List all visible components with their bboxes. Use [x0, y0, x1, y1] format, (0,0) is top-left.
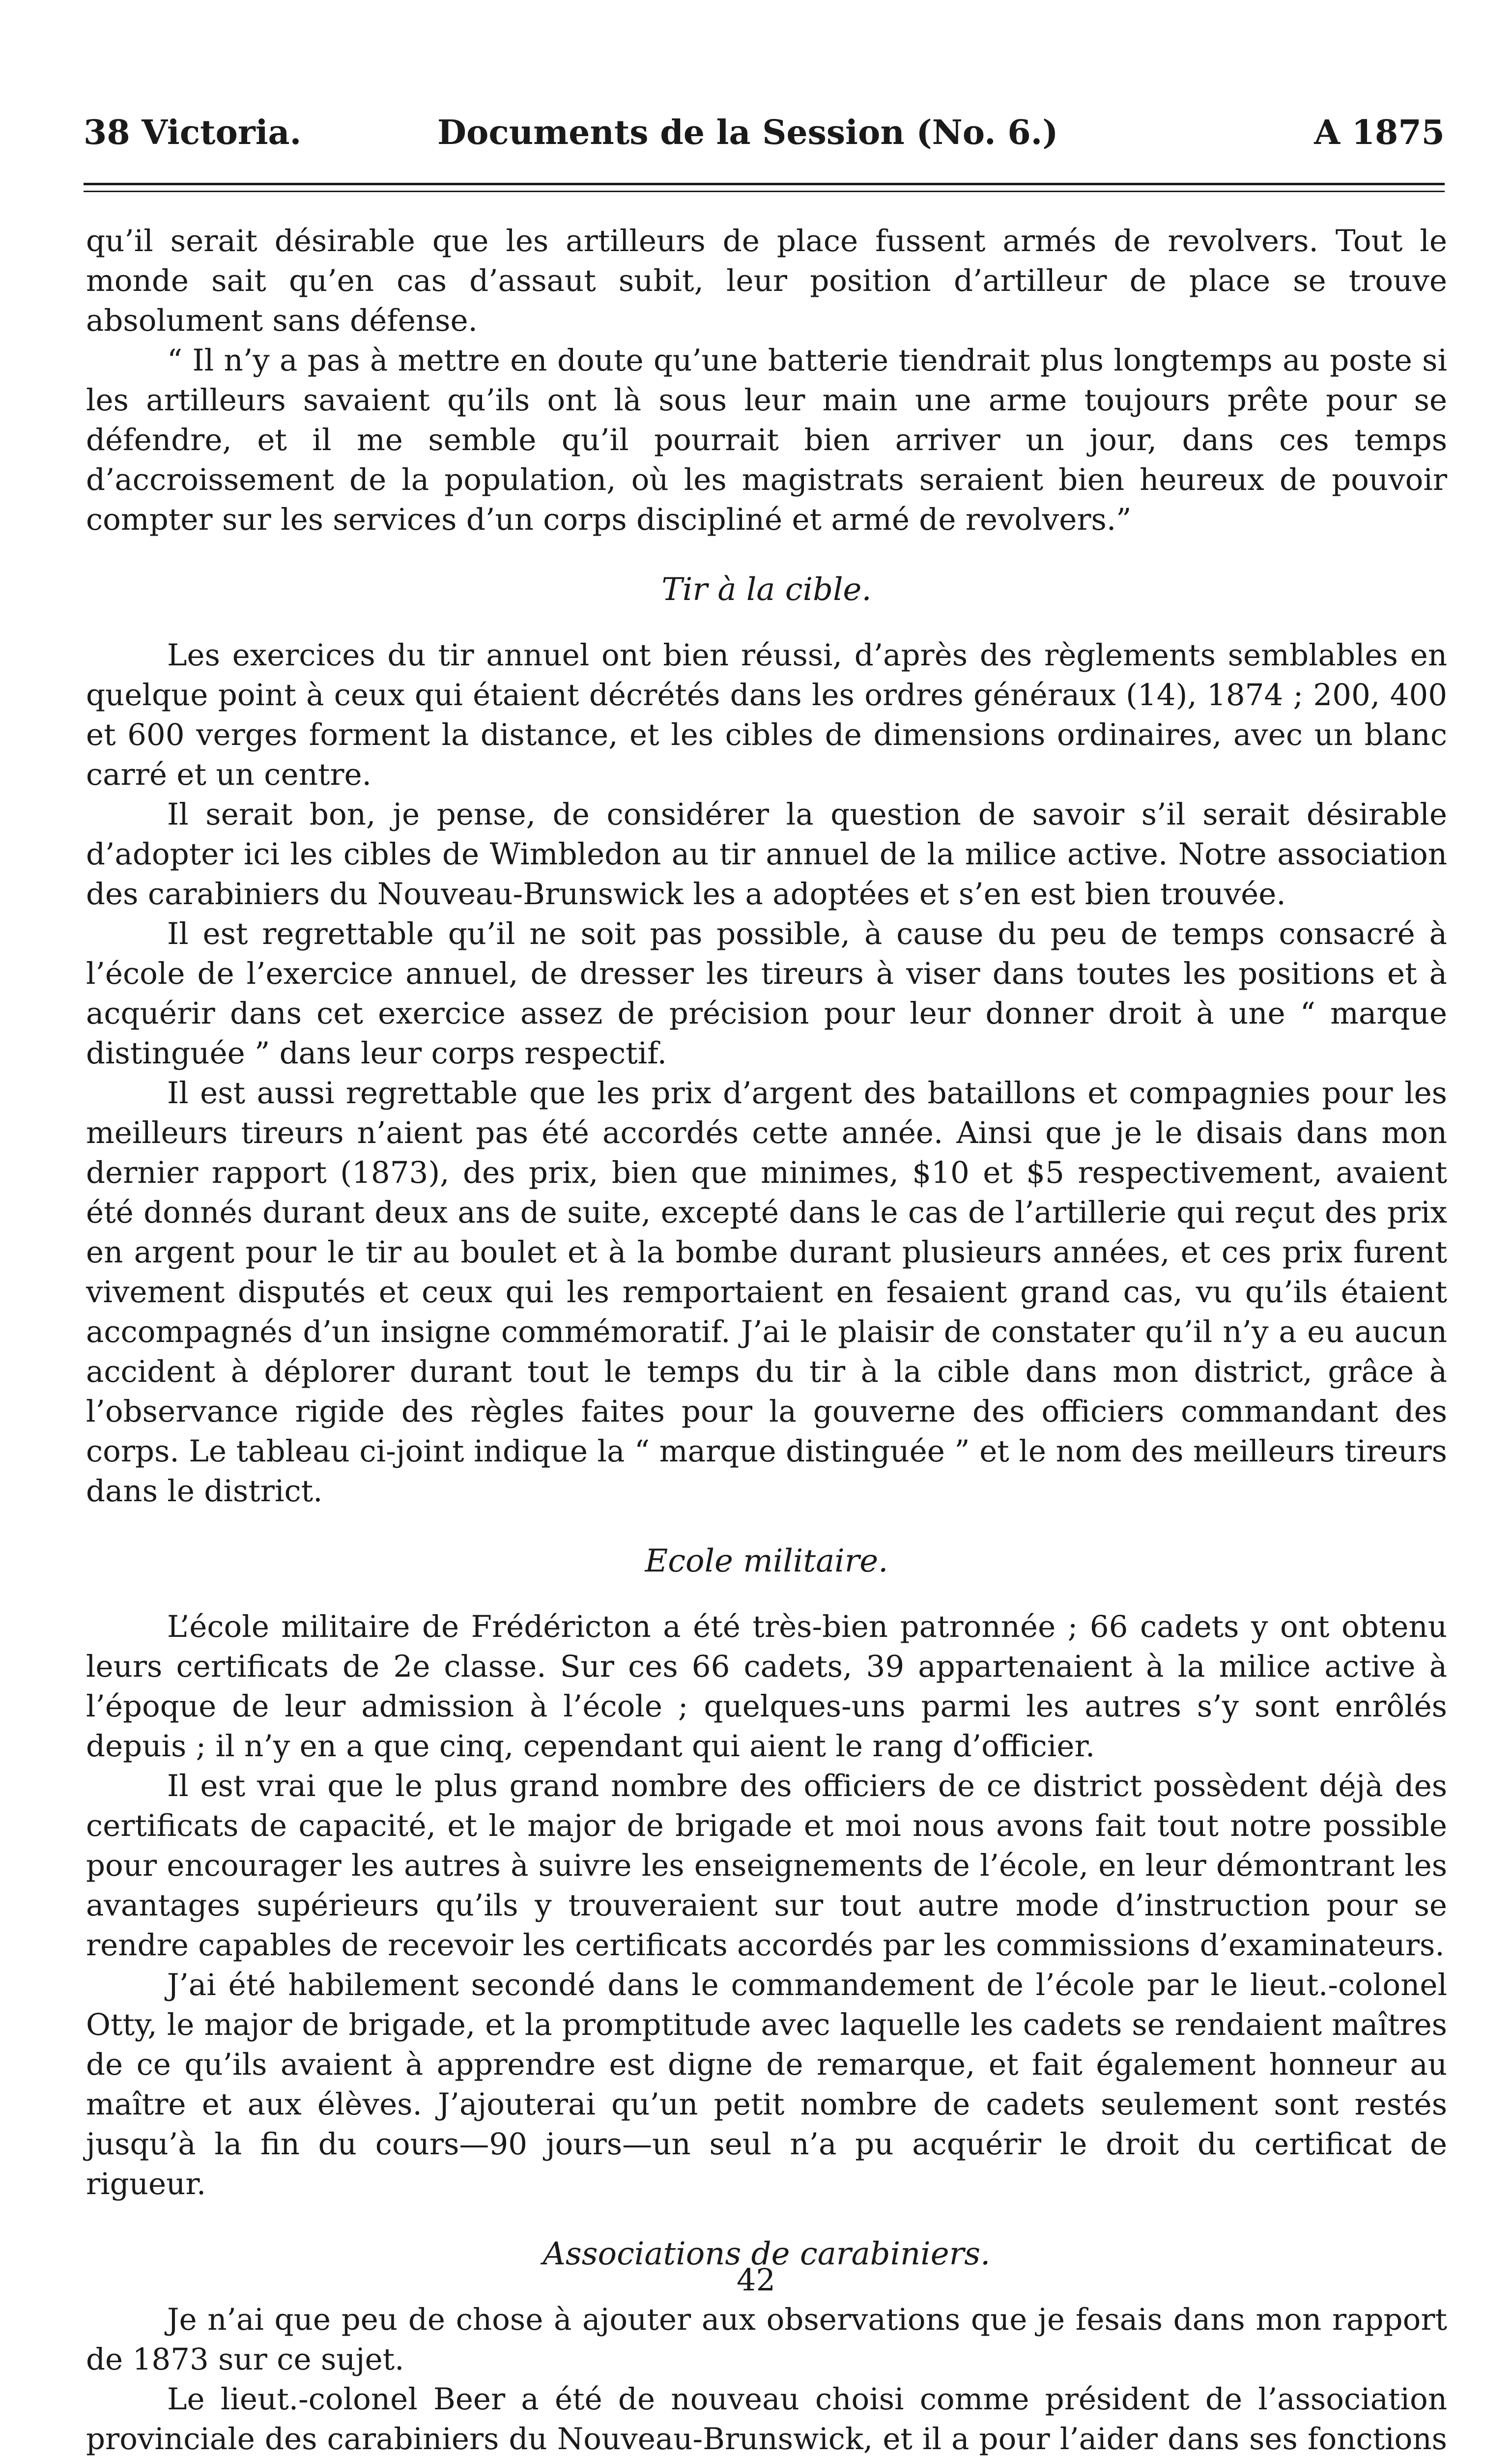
header-rule-thick — [84, 183, 1445, 185]
paragraph: L’école militaire de Frédéricton a été très-bien patronnée ; 66 cadets y ont obtenu leurs certificats de 2e classe. Sur ces 66 cadets, 39 appartenaient à la milice active à l’époque de leur admission à l’école ; quelques-uns parmi les autres s’y sont enrôlés depuis ; il n’y en a que cinq, cependant qui aient le rang d’officier. — [86, 1609, 1447, 1764]
paragraph: qu’il serait désirable que les artilleurs de place fussent armés de revolvers. Tout le monde sait qu’en cas d’assaut subit, leur position d’artilleur de place se trouve absolument sans défense. — [86, 224, 1447, 338]
paragraph: Je n’ai que peu de chose à ajouter aux observations que je fesais dans mon rapport de 1873 sur ce sujet. — [86, 2302, 1447, 2377]
paragraph: Il est aussi regrettable que les prix d’argent des bataillons et compagnies pour les meilleurs tireurs n’aient pas été accordés cette année. Ainsi que je le disais dans mon dernier rapport (1873), des prix, bien que minimes, $10 et $5 respectivement, avaient été donnés durant deux ans de suite, excepté dans le cas de l’artillerie qui reçut des prix en argent pour le tir au boulet et à la bombe durant plusieurs années, et ces prix furent vivement disputés et ceux qui les remportaient en fesaient grand cas, vu qu’ils étaient accompagnés d’un insigne commémoratif. J’ai le plaisir de constater qu’il n’y a eu aucun accident à déplorer durant tout le temps du tir à la cible dans mon district, grâce à l’observance rigide des règles faites pour la gouverne des officiers commandant des corps. Le tableau ci-joint indique la “ marque distinguée ” et le nom des meilleurs tireurs dans le district. — [86, 1076, 1447, 1509]
header-title: Documents de la Session (No. 6.) — [437, 113, 1058, 152]
section-heading-associations: Associations de carabiniers. — [542, 2236, 991, 2272]
paragraph: Le lieut.-colonel Beer a été de nouveau choisi comme président de l’association provinciale des carabiniers du Nouveau-Brunswick, et il a pour l’aider dans ses fonctions — [86, 2382, 1447, 2457]
paragraph: Il serait bon, je pense, de considérer la question de savoir s’il serait désirable d’adopter ici les cibles de Wimbledon au tir annuel de la milice active. Notre association des carabiniers du Nouveau-Brunswick les a adoptées et s’en est bien trouvée. — [86, 797, 1447, 912]
section-heading-tir: Tir à la cible. — [661, 571, 872, 608]
header-year: A 1875 — [1314, 113, 1445, 152]
running-header — [84, 106, 1445, 160]
paragraph: Les exercices du tir annuel ont bien réussi, d’après des règlements semblables en quelque point à ceux qui étaient décrétés dans les ordres généraux (14), 1874 ; 200, 400 et 600 verges forment la distance, et les cibles de dimensions ordinaires, avec un blanc carré et un centre. — [86, 638, 1447, 792]
header-session: 38 Victoria. — [84, 113, 302, 152]
paragraph-quote: “ Il n’y a pas à mettre en doute qu’une batterie tiendrait plus longtemps au poste si les artilleurs savaient qu’ils ont là sous leur main une arme toujours prête pour se défendre, et il me semble qu’il pourrait bien arriver un jour, dans ces temps d’accroissement de la population, où les magistrats seraient bien heureux de pouvoir compter sur les services d’un corps discipliné et armé de revolvers.” — [86, 343, 1447, 537]
header-rule-thin — [84, 191, 1445, 192]
section-heading-ecole: Ecole militaire. — [645, 1543, 888, 1579]
page-number: 42 — [737, 2262, 775, 2298]
paragraph: J’ai été habilement secondé dans le commandement de l’école par le lieut.-colonel Otty, le major de brigade, et la promptitude avec laquelle les cadets se rendaient maîtres de ce qu’ils avaient à apprendre est digne de remarque, et fait également honneur au maître et aux élèves. J’ajouterai qu’un petit nombre de cadets seulement sont restés jusqu’à la fin du cours—90 jours—un seul n’a pu acquérir le droit du certificat de rigueur. — [86, 1968, 1447, 2201]
paragraph: Il est regrettable qu’il ne soit pas possible, à cause du peu de temps consacré à l’école de l’exercice annuel, de dresser les tireurs à viser dans toutes les positions et à acquérir dans cet exercice assez de précision pour leur donner droit à une “ marque distinguée ” dans leur corps respectif. — [86, 916, 1447, 1071]
body-text — [86, 221, 1447, 2457]
paragraph: Il est vrai que le plus grand nombre des officiers de ce district possèdent déjà des certificats de capacité, et le major de brigade et moi nous avons fait tout notre possible pour encourager les autres à suivre les enseignements de l’école, en leur démontrant les avantages supérieurs qu’ils y trouveraient sur tout autre mode d’instruction pour se rendre capables de recevoir les certificats accordés par les commissions d’examinateurs. — [86, 1769, 1447, 1963]
